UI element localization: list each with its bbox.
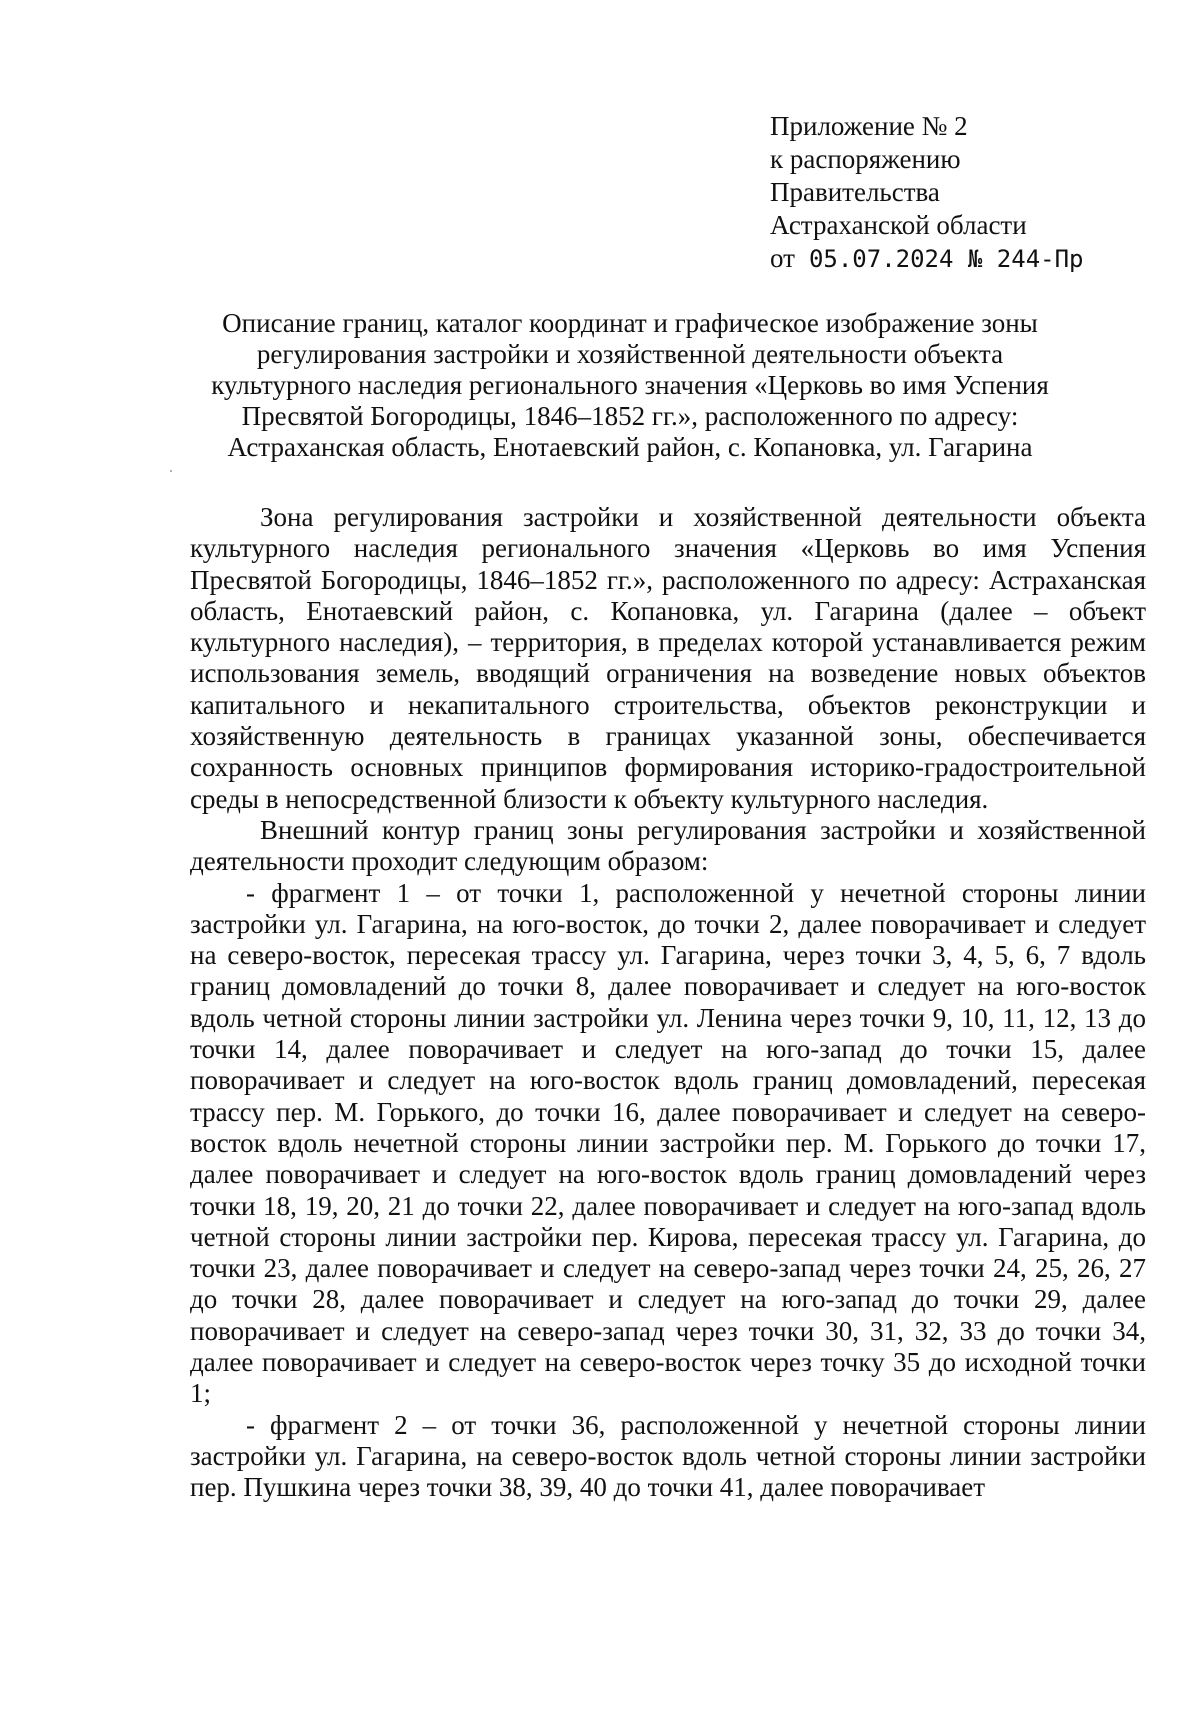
- date-prefix: от: [770, 243, 795, 273]
- scan-speck: [170, 470, 172, 472]
- paragraph-fragment-1: - фрагмент 1 – от точки 1, расположенной у нечетной стороны линии застройки ул. Гагарина, на юго-восток, до точки 2, далее поворачивает и следует на северо-восток, пересекая трассу ул. Гагарина, через точки 3, 4, 5, 6, 7 вдоль границ домовладений до точки 8, далее поворачивает и следует на юго-восток вдоль четной стороны линии застройки ул. Ленина через точки 9, 10, 11, 12, 13 до точки 14, далее поворачивает и следует на юго-запад до точки 15, далее поворачивает и следует на юго-восток вдоль границ домовладений, пересекая трассу пер. М. Горького, до точки 16, далее поворачивает и следует на северо-восток вдоль нечетной стороны линии застройки пер. М. Горького до точки 17, далее поворачивает и следует на юго-восток вдоль границ домовладений через точки 18, 19, 20, 21 до точки 22, далее поворачивает и следует на юго-запад вдоль четной стороны линии застройки пер. Кирова, пересекая трассу ул. Гагарина, до точки 23, далее поворачивает и следует на северо-запад через точки 24, 25, 26, 27 до точки 28, далее поворачивает и следует на юго-запад до точки 29, далее поворачивает и следует на северо-запад через точки 30, 31, 32, 33 до точки 34, далее поворачивает и следует на северо-восток через точку 35 до исходной точки 1;: [190, 877, 1146, 1409]
- appendix-block: [770, 110, 1084, 276]
- date-number-stamp: 05.07.2024 № 244-Пр: [808, 245, 1084, 273]
- document-body: [190, 502, 1146, 1504]
- appendix-title: Приложение № 2: [770, 111, 968, 141]
- appendix-government: Правительства: [770, 177, 940, 207]
- appendix-region: Астраханской области: [770, 210, 1027, 240]
- paragraph-contour-intro: Внешний контур границ зоны регулирования застройки и хозяйственной деятельности проходит следующим образом:: [190, 814, 1146, 877]
- appendix-date-line: [770, 242, 1084, 276]
- paragraph-zone-definition: Зона регулирования застройки и хозяйственной деятельности объекта культурного наследия регионального значения «Церковь во имя Успения Пресвятой Богородицы, 1846–1852 гг.», расположенного по адресу: Астраханская область, Енотаевский район, с. Копановка, ул. Гагарина (далее – объект культурного наследия), – территория, в пределах которой устанавливается режим использования земель, вводящий ограничения на возведение новых объектов капитального и некапитального строительства, объектов реконструкции и хозяйственную деятельность в границах указанной зоны, обеспечивается сохранность основных принципов формирования историко-градостроительной среды в непосредственной близости к объекту культурного наследия.: [190, 502, 1146, 814]
- document-heading: Описание границ, каталог координат и графическое изображение зоны регулирования застройки и хозяйственной деятельности объекта культурного наследия регионального значения «Церковь во имя Успения Пресвятой Богородицы, 1846–1852 гг.», расположенного по адресу: Астраханская область, Енотаевский район, с. Копановка, ул. Гагарина: [211, 308, 1049, 462]
- appendix-to-order: к распоряжению: [770, 144, 961, 174]
- paragraph-fragment-2: - фрагмент 2 – от точки 36, расположенной у нечетной стороны линии застройки ул. Гагарина, на северо-восток вдоль четной стороны линии застройки пер. Пушкина через точки 38, 39, 40 до точки 41, далее поворачивает: [190, 1409, 1146, 1503]
